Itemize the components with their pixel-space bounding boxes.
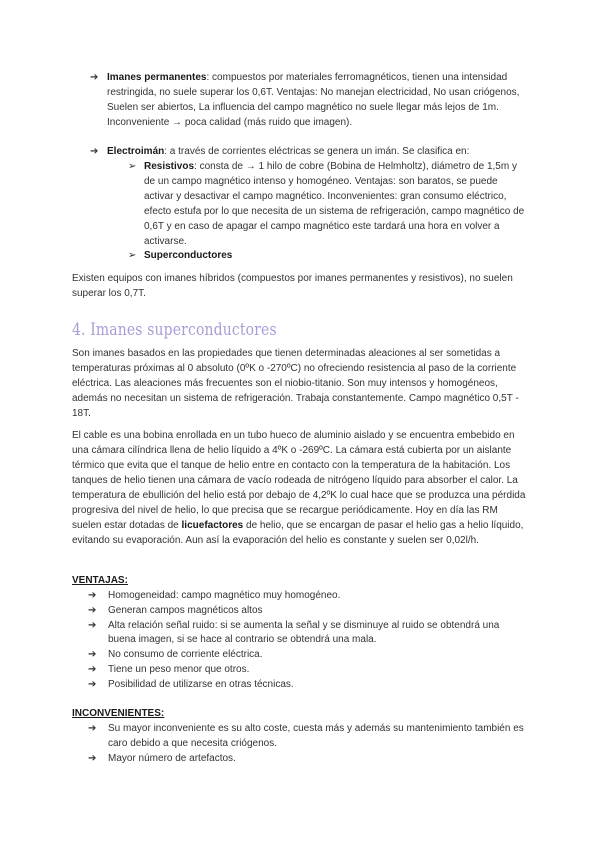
arrow-bullet-icon: ➔ [88, 590, 97, 601]
list-item-text: Alta relación señal ruido: si se aumenta la señal y se disminuye al ruido se obtendrá una buena imagen, si se hace al contrario se obtendrá una mala. [108, 619, 500, 646]
electroiman-paragraph [107, 144, 527, 159]
ventajas-list [88, 589, 528, 693]
list-item-text: Generan campos magnéticos altos [108, 604, 263, 616]
superconductores-paragraph-1: Son imanes basados en las propiedades que tienen determinadas aleaciones al ser sometidas a temperaturas próximas al 0 absoluto (0ºK o -270ºC) no ofreciendo resistencia al paso de la corriente eléctrica. Las aleaciones más frecuentes son el niobio-titanio. Son muy intensos y homogéneos, además no necesitan un sistema de refrigeración. Trabaja constantemente. Campo magnético 0,5T - 18T. [72, 348, 519, 419]
arrow-bullet-icon: ➔ [88, 678, 97, 690]
electroiman-term: Electroimán [107, 146, 165, 157]
ventajas-label: VENTAJAS: [72, 575, 128, 586]
hybrid-paragraph: Existen equipos con imanes híbridos (compuestos por imanes permanentes y resistivos), no suelen superar los 0,7T. [72, 273, 513, 299]
triangle-bullet-icon: ➢ [128, 161, 137, 172]
arrow-bullet-icon: ➔ [88, 723, 97, 734]
list-item [88, 722, 528, 752]
paragraph-2-text-before: El cable es una bobina enrollada en un tubo hueco de aluminio aislado y se encuentra embebido en una cámara cilíndrica llena de helio líquido a 4ºK o -269ºC. La cámara está cubierta por un aislante térmico que evita que el tanque de helio entre en contacto con la temperatura de la habitación. Los tanques de helio tienen una cámara de vacío rodeada de nitrógeno líquido para absorber el calor. La temperatura de ebullición del helio está por debajo de 4,2ºK lo cual hace que se produzca una pérdida progresiva del nivel de helio, lo que precisa que se recargue periódicamente. Hoy en día las RM suelen estar dotadas de [72, 430, 526, 531]
electroiman-text: : a través de corrientes eléctricas se genera un imán. Se clasifica en: [164, 146, 470, 157]
resistivos-text: : consta de → 1 hilo de cobre (Bobina de Helmholtz), diámetro de 1,5m y de un campo magnético intenso y homogéneo. Ventajas: son baratos, se puede activar y desactivar el campo magnético. Inconvenientes: gran consumo eléctrico, efecto estufa por lo que necesita de un sistema de refrigeración, campo magnético de 0,6T y en caso de apagar el campo magnético este tardará una hora en volver a activarse. [144, 161, 525, 247]
arrow-bullet-icon: ➔ [88, 663, 97, 675]
triangle-bullet-icon: ➢ [128, 250, 137, 261]
list-item-text: Tiene un peso menor que otros. [108, 663, 250, 675]
inconvenientes-label: INCONVENIENTES: [72, 708, 165, 719]
superconductores-paragraph-2 [72, 428, 530, 548]
arrow-bullet-icon: ➔ [90, 72, 99, 83]
arrow-bullet-icon: ➔ [90, 146, 99, 157]
list-item-text: Mayor número de artefactos. [108, 752, 236, 764]
list-item-text: Su mayor inconveniente es su alto coste, cuesta más y además su mantenimiento también es caro debido a que necesita criógenos. [108, 723, 524, 749]
list-item-text: Posibilidad de utilizarse en otras técnicas. [108, 678, 294, 690]
list-item [88, 663, 528, 678]
permanentes-text: : compuestos por materiales ferromagnéticos, tienen una intensidad restringida, no suele superar los 0,6T. Ventajas: No manejan electricidad, No usan criógenos, Suelen ser abiertos, La influencia del campo magnético no suele llegar más lejos de 1m. Inconveniente → poca calidad (más ruido que imagen). [107, 72, 520, 128]
list-item [88, 678, 528, 693]
list-item [88, 619, 528, 649]
list-item [88, 604, 528, 619]
arrow-bullet-icon: ➔ [88, 752, 97, 764]
superconductores-item [144, 248, 527, 263]
arrow-bullet-icon: ➔ [88, 604, 97, 616]
resistivos-paragraph [144, 159, 527, 249]
list-item [88, 648, 528, 663]
superconductores-term: Superconductores [144, 250, 233, 261]
paragraph-2-text-after: de helio, que se encargan de pasar el helio gas a helio líquido, evitando su evaporación. Aun así la evaporación del helio es constante y suelen ser 0,02l/h. [72, 520, 524, 546]
arrow-bullet-icon: ➔ [88, 649, 97, 661]
inconvenientes-list [88, 722, 528, 766]
list-item [88, 589, 528, 604]
section-heading: 4. Imanes superconductores [72, 320, 277, 340]
list-item [88, 752, 528, 767]
list-item-text: Homogeneidad: campo magnético muy homogéneo. [108, 590, 341, 601]
licuefactores-term: licuefactores [181, 520, 244, 531]
permanentes-term: Imanes permanentes [107, 72, 207, 83]
permanentes-paragraph [107, 70, 527, 130]
list-item-text: No consumo de corriente eléctrica. [108, 649, 263, 661]
resistivos-term: Resistivos [144, 161, 195, 172]
arrow-bullet-icon: ➔ [88, 619, 97, 631]
